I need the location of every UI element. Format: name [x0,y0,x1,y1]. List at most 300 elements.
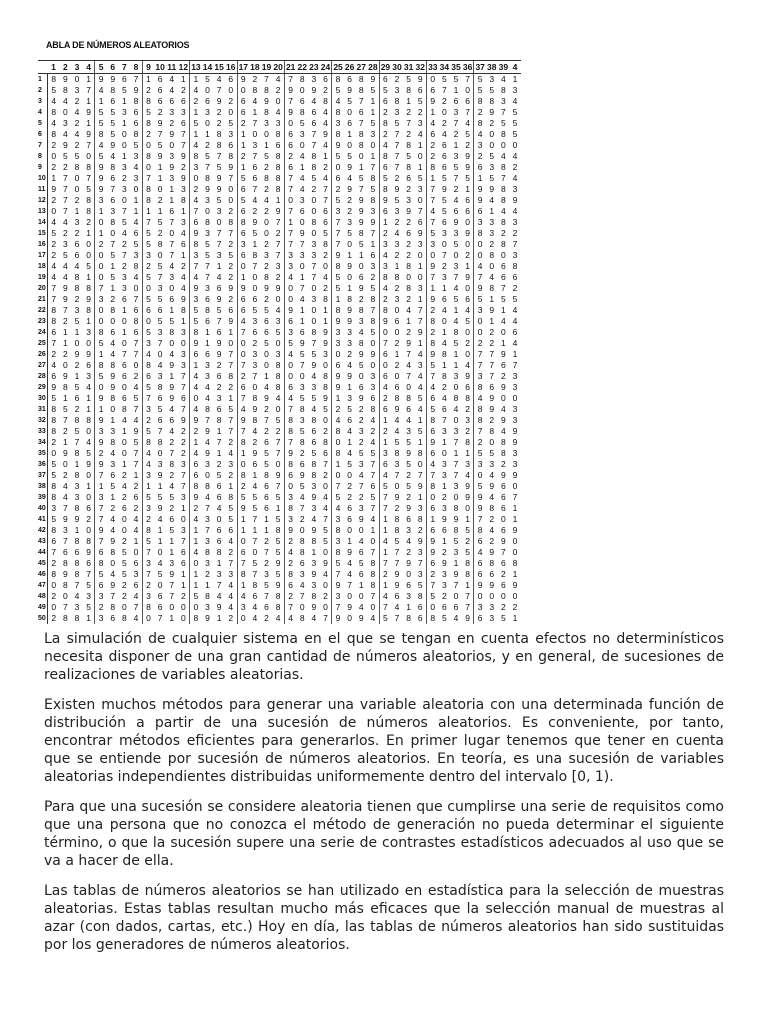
digit-cell: 0 [299,261,305,271]
digit-cell: 1 [74,206,80,216]
digit-cell: 8 [406,162,411,172]
digit-cell: 7 [216,228,222,238]
digit-cell: 6 [427,85,439,96]
digit-cell: 9 [427,294,439,305]
digit-cell: 7 [394,140,400,150]
digit-cell: 8 [427,162,439,173]
digit-cell: 7 [252,536,258,546]
digit-cell: 2 [512,283,518,293]
row-label: 2 [38,85,48,96]
digit-cell: 7 [216,580,222,590]
digit-cell: 3 [417,184,423,194]
row-label: 45 [38,560,46,567]
digit-cell: 3 [180,217,186,227]
digit-cell: 0 [500,327,506,337]
digit-cell: 4 [86,382,91,392]
digit-cell: 8 [406,393,411,403]
digit-cell: 5 [417,426,423,436]
digit-cell: 0 [370,338,376,348]
digit-cell: 7 [74,437,80,447]
digit-cell: 3 [358,503,364,513]
digit-cell: 7 [275,448,281,458]
digit-cell: 6 [169,206,175,216]
digit-cell: 9 [427,547,439,558]
digit-cell: 6 [427,393,439,404]
digit-cell: 2 [121,470,127,480]
digit-cell: 1 [379,437,391,448]
table-row [38,547,521,558]
digit-cell: 0 [394,327,400,337]
digit-cell: 8 [332,107,344,118]
digit-cell: 4 [489,272,495,282]
digit-cell: 9 [332,613,344,624]
digit-cell: 1 [95,96,107,107]
digit-cell: 4 [205,437,210,447]
digit-cell: 4 [453,404,459,414]
digit-cell: 9 [427,349,439,360]
digit-cell: 4 [394,426,400,436]
digit-cell: 3 [142,250,154,261]
digit-cell: 8 [299,107,305,117]
digit-cell: 5 [142,492,154,503]
digit-cell: 9 [237,503,249,514]
digit-cell: 3 [489,74,495,84]
digit-cell: 3 [406,525,411,535]
digit-cell: 0 [442,107,447,117]
digit-cell: 3 [142,558,154,569]
digit-cell: 4 [512,305,518,315]
digit-cell: 6 [157,415,163,425]
digit-cell: 8 [133,261,139,271]
digit-cell: 5 [237,492,249,503]
digit-cell: 2 [379,107,391,118]
digit-cell: 5 [379,481,391,492]
digit-cell: 9 [311,360,317,370]
digit-cell: 5 [216,470,222,480]
digit-cell: 3 [86,591,91,601]
digit-cell: 4 [74,591,80,601]
table-row [38,426,521,437]
digit-cell: 1 [417,162,423,172]
digit-cell: 8 [95,327,107,338]
digit-cell: 4 [311,613,317,623]
digit-cell: 1 [275,195,281,205]
digit-cell: 2 [500,569,506,579]
digit-cell: 0 [264,349,269,359]
digit-cell: 0 [465,217,470,227]
digit-cell: 4 [347,569,352,579]
digit-cell: 1 [180,316,186,326]
digit-cell: 4 [252,602,258,612]
digit-cell: 5 [347,96,352,106]
column-header: 13 [191,61,201,72]
digit-cell: 1 [379,514,391,525]
row-label: 42 [38,527,46,534]
digit-cell: 2 [489,338,495,348]
row-label: 26 [38,351,46,358]
digit-cell: 2 [180,448,186,458]
digit-cell: 2 [228,261,234,271]
digit-cell: 8 [74,415,80,425]
digit-cell: 6 [379,96,391,107]
digit-cell: 8 [500,85,506,95]
digit-cell: 9 [228,316,234,326]
digit-cell: 4 [190,404,202,415]
digit-cell: 2 [63,316,68,326]
digit-cell: 8 [379,151,391,162]
digit-cell: 4 [323,107,328,117]
digit-cell: 6 [264,503,269,513]
digit-cell: 0 [500,514,506,524]
digit-cell: 2 [406,327,411,337]
digit-cell: 4 [95,85,107,96]
digit-cell: 2 [169,118,175,128]
digit-cell: 1 [358,580,364,590]
digit-cell: 3 [190,294,202,305]
digit-cell: 2 [95,448,107,459]
digit-cell: 5 [284,338,296,349]
digit-cell: 8 [264,470,269,480]
table-row [38,580,521,591]
digit-cell: 2 [121,580,127,590]
digit-cell: 3 [51,503,57,513]
digit-cell: 4 [323,173,328,183]
digit-cell: 5 [205,250,210,260]
digit-cell: 3 [512,250,518,260]
digit-cell: 9 [86,129,91,139]
column-header: 4 [83,61,95,74]
digit-cell: 5 [453,338,459,348]
digit-cell: 0 [284,371,296,382]
digit-cell: 5 [142,228,154,239]
digit-cell: 5 [406,481,411,491]
digit-cell: 0 [512,481,518,491]
digit-cell: 9 [489,481,495,491]
digit-cell: 5 [427,404,439,415]
digit-cell: 0 [358,371,364,381]
digit-cell: 0 [427,74,439,86]
digit-cell: 1 [332,393,344,404]
digit-cell: 8 [417,514,423,524]
digit-cell: 0 [237,349,249,360]
digit-cell: 9 [427,261,439,272]
digit-cell: 8 [370,294,376,304]
digit-cell: 4 [121,228,127,238]
digit-cell: 4 [180,283,186,293]
digit-cell: 3 [110,459,116,469]
digit-cell: 2 [169,437,175,447]
digit-cell: 2 [264,613,269,623]
digit-cell: 8 [51,404,57,414]
digit-cell: 7 [264,591,269,601]
digit-cell: 7 [465,602,470,612]
digit-cell: 9 [512,426,518,436]
digit-cell: 3 [133,173,139,183]
digit-cell: 6 [370,481,376,491]
digit-cell: 0 [142,140,154,151]
digit-cell: 0 [299,85,305,95]
digit-cell: 4 [51,272,57,282]
digit-cell: 7 [110,239,116,249]
digit-cell: 9 [512,470,518,480]
digit-cell: 2 [332,184,344,195]
digit-cell: 6 [453,96,459,106]
digit-cell: 5 [474,74,486,86]
digit-cell: 4 [406,536,411,546]
digit-cell: 9 [512,580,518,590]
digit-cell: 5 [427,228,439,239]
digit-cell: 1 [121,426,127,436]
digit-cell: 2 [379,228,391,239]
digit-cell: 3 [332,338,344,349]
table-row [38,206,521,217]
digit-cell: 1 [95,228,107,239]
digit-cell: 9 [216,173,222,183]
digit-cell: 7 [264,547,269,557]
digit-cell: 1 [157,525,163,535]
digit-cell: 7 [299,360,305,370]
digit-cell: 1 [417,338,423,348]
digit-cell: 0 [133,184,139,194]
digit-cell: 8 [63,382,68,392]
digit-cell: 9 [347,547,352,557]
digit-cell: 2 [264,558,269,568]
digit-cell: 5 [311,448,317,458]
digit-cell: 5 [74,151,80,161]
random-digits-table [38,60,521,624]
digit-cell: 8 [311,459,317,469]
digit-cell: 5 [157,492,163,502]
digit-cell: 5 [453,162,459,172]
digit-cell: 6 [500,580,506,590]
digit-cell: 9 [275,470,281,480]
digit-cell: 8 [228,492,234,502]
digit-cell: 0 [121,382,127,392]
table-row [38,349,521,360]
digit-cell: 9 [63,371,68,381]
digit-cell: 9 [95,184,107,195]
digit-cell: 2 [121,591,127,601]
digit-cell: 4 [51,360,57,370]
digit-cell: 5 [427,591,439,602]
digit-cell: 5 [264,151,269,161]
digit-cell: 2 [379,426,391,437]
digit-cell: 1 [169,305,175,315]
digit-cell: 4 [442,338,447,348]
digit-cell: 0 [323,602,328,612]
digit-cell: 6 [142,305,154,316]
digit-cell: 8 [190,613,202,624]
digit-cell: 5 [252,503,258,513]
digit-cell: 6 [332,173,344,184]
digit-cell: 4 [323,140,328,150]
digit-cell: 4 [51,118,57,128]
digit-cell: 5 [323,228,328,238]
digit-cell: 8 [133,96,139,106]
digit-cell: 7 [169,580,175,590]
digit-cell: 6 [358,569,364,579]
table-row [38,558,521,569]
digit-cell: 6 [347,503,352,513]
digit-cell: 8 [379,184,391,195]
digit-cell: 3 [142,503,154,514]
digit-cell: 5 [347,404,352,414]
digit-cell: 7 [284,437,296,448]
digit-cell: 0 [121,338,127,348]
digit-cell: 7 [323,195,328,205]
digit-cell: 2 [237,118,249,129]
digit-cell: 9 [237,74,249,86]
digit-cell: 2 [347,349,352,359]
digit-cell: 0 [95,217,107,228]
digit-cell: 6 [500,503,506,513]
digit-cell: 3 [133,569,139,579]
digit-cell: 9 [63,514,68,524]
digit-cell: 7 [299,503,305,513]
digit-cell: 5 [358,558,364,568]
digit-cell: 7 [180,382,186,392]
digit-cell: 7 [190,261,202,272]
digit-cell: 1 [142,206,154,217]
digit-cell: 4 [133,217,139,227]
table-row [38,74,521,86]
digit-cell: 7 [406,371,411,381]
digit-cell: 9 [347,261,352,271]
digit-cell: 3 [358,459,364,469]
digit-cell: 9 [394,580,400,590]
digit-cell: 5 [442,173,447,183]
digit-cell: 8 [74,503,80,513]
digit-cell: 2 [121,536,127,546]
digit-cell: 9 [323,338,328,348]
digit-cell: 1 [332,459,344,470]
table-row [38,316,521,327]
digit-cell: 9 [63,140,68,150]
digit-cell: 6 [169,294,175,304]
digit-cell: 1 [216,558,222,568]
digit-cell: 9 [51,382,57,392]
digit-cell: 9 [406,338,411,348]
digit-cell: 1 [453,349,459,359]
digit-cell: 2 [157,107,163,117]
digit-cell: 0 [284,283,296,294]
digit-cell: 4 [190,140,202,151]
digit-cell: 6 [417,602,423,612]
digit-cell: 0 [406,382,411,392]
digit-cell: 1 [133,470,139,480]
digit-cell: 7 [110,591,116,601]
digit-cell: 8 [474,96,486,107]
digit-cell: 6 [157,393,163,403]
digit-cell: 4 [311,404,317,414]
digit-cell: 8 [51,492,57,502]
digit-cell: 7 [216,239,222,249]
digit-cell: 1 [465,448,470,458]
digit-cell: 4 [95,140,107,151]
digit-cell: 2 [394,173,400,183]
digit-cell: 4 [133,162,139,172]
digit-cell: 7 [133,602,139,612]
digit-cell: 5 [323,404,328,414]
digit-cell: 8 [51,481,57,491]
digit-cell: 1 [358,162,364,172]
digit-cell: 6 [169,514,175,524]
digit-cell: 4 [275,305,281,315]
digit-cell: 4 [169,426,175,436]
digit-cell: 2 [264,184,269,194]
digit-cell: 0 [110,404,116,414]
digit-cell: 8 [474,118,486,129]
digit-cell: 7 [299,591,305,601]
digit-cell: 6 [442,525,447,535]
digit-cell: 4 [323,503,328,513]
digit-cell: 6 [379,404,391,415]
digit-cell: 5 [275,569,281,579]
digit-cell: 6 [465,195,470,205]
digit-cell: 3 [95,426,107,437]
digit-cell: 1 [157,206,163,216]
digit-cell: 0 [275,96,281,106]
digit-cell: 4 [86,437,91,447]
digit-cell: 6 [264,481,269,491]
digit-cell: 2 [180,591,186,601]
digit-cell: 4 [474,547,486,558]
digit-cell: 2 [500,228,506,238]
digit-cell: 4 [284,547,296,558]
digit-cell: 1 [237,514,249,525]
digit-cell: 7 [157,272,163,282]
digit-cell: 9 [332,140,344,151]
row-label: 41 [38,516,46,523]
digit-cell: 4 [121,481,127,491]
digit-cell: 0 [370,536,376,546]
digit-cell: 9 [86,294,91,304]
digit-cell: 0 [95,272,107,283]
digit-cell: 3 [142,404,154,415]
digit-cell: 4 [157,514,163,524]
digit-cell: 7 [275,217,281,227]
digit-cell: 2 [489,415,495,425]
digit-cell: 3 [299,415,305,425]
digit-cell: 3 [453,228,459,238]
digit-cell: 1 [323,305,328,315]
digit-cell: 4 [63,217,68,227]
digit-cell: 1 [489,294,495,304]
digit-cell: 8 [110,393,116,403]
digit-cell: 5 [347,151,352,161]
digit-cell: 7 [311,140,317,150]
row-label: 24 [38,329,46,336]
digit-cell: 4 [169,404,175,414]
digit-cell: 7 [358,96,364,106]
digit-cell: 9 [190,492,202,503]
digit-cell: 5 [332,151,344,162]
digit-cell: 8 [332,129,344,140]
digit-cell: 8 [157,239,163,249]
digit-cell: 2 [264,294,269,304]
digit-cell: 4 [190,448,202,459]
column-header-row [38,61,521,74]
digit-cell: 3 [347,393,352,403]
digit-cell: 4 [379,140,391,151]
digit-cell: 1 [157,162,163,172]
digit-cell: 7 [332,569,344,580]
digit-cell: 3 [442,228,447,238]
digit-cell: 8 [110,217,116,227]
digit-cell: 1 [180,74,186,84]
digit-cell: 9 [264,283,269,293]
digit-cell: 4 [347,448,352,458]
